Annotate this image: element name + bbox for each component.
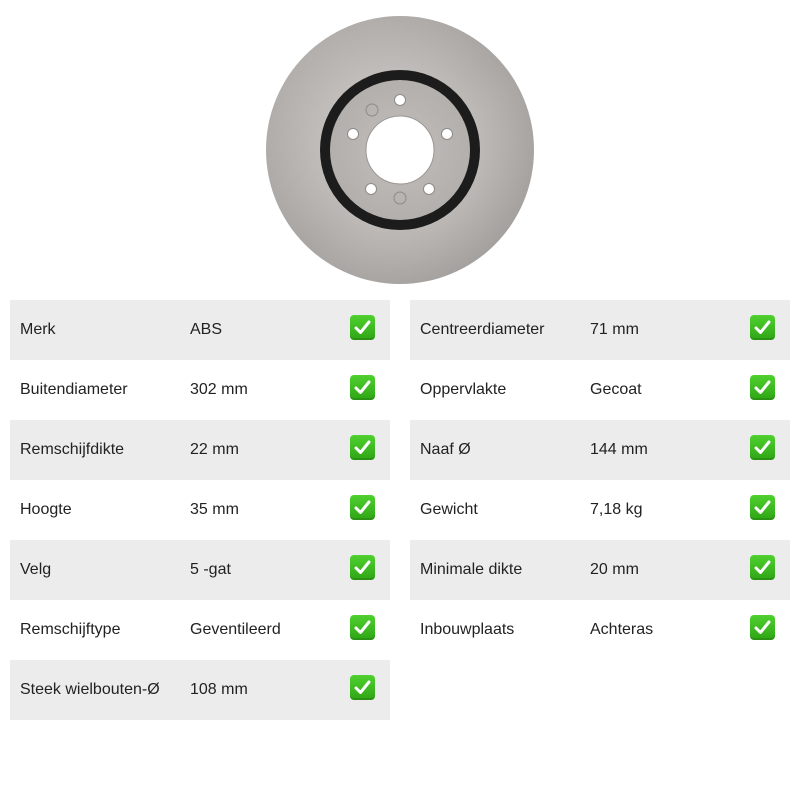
spec-label: Inbouwplaats — [420, 621, 515, 638]
spec-label: Minimale dikte — [420, 561, 523, 578]
spec-label: Steek wielbouten-Ø — [20, 681, 160, 698]
check-mark-icon — [350, 555, 375, 580]
spec-value: 302 mm — [190, 381, 248, 398]
spec-value: 71 mm — [590, 321, 639, 338]
check-mark-icon — [750, 375, 775, 400]
spec-row — [10, 660, 390, 720]
check-mark-icon — [350, 315, 375, 340]
spec-value: 108 mm — [190, 681, 248, 698]
spec-row — [10, 600, 390, 660]
spec-row — [10, 360, 390, 420]
spec-label: Naaf Ø — [420, 441, 471, 458]
spec-label: Remschijfdikte — [20, 441, 125, 458]
spec-value: 144 mm — [590, 441, 648, 458]
spec-label: Centreerdiameter — [420, 321, 545, 338]
spec-value: 7,18 kg — [590, 501, 643, 518]
spec-label: Velg — [20, 561, 52, 578]
spec-label: Merk — [20, 321, 56, 338]
brake-disc-icon — [260, 12, 540, 292]
check-mark-icon — [750, 315, 775, 340]
spec-table-left — [10, 300, 390, 720]
spec-value: Geventileerd — [190, 621, 281, 638]
spec-row — [10, 540, 390, 600]
spec-row — [10, 300, 390, 360]
spec-value: 22 mm — [190, 441, 239, 458]
check-mark-icon — [750, 615, 775, 640]
spec-value: 35 mm — [190, 501, 239, 518]
spec-row — [410, 300, 790, 360]
spec-row — [410, 540, 790, 600]
spec-row — [410, 480, 790, 540]
check-mark-icon — [750, 555, 775, 580]
brake-disc-image — [260, 12, 540, 292]
spec-label: Remschijftype — [20, 621, 121, 638]
check-mark-icon — [350, 675, 375, 700]
spec-value: 5 -gat — [190, 561, 231, 578]
check-mark-icon — [350, 375, 375, 400]
spec-table-right — [410, 300, 790, 660]
spec-row — [10, 420, 390, 480]
check-mark-icon — [350, 615, 375, 640]
check-mark-icon — [350, 435, 375, 460]
spec-row — [410, 360, 790, 420]
spec-value: Achteras — [590, 621, 654, 638]
spec-label: Hoogte — [20, 501, 72, 518]
spec-row — [410, 420, 790, 480]
spec-label: Oppervlakte — [420, 381, 507, 398]
check-mark-icon — [750, 435, 775, 460]
spec-value: Gecoat — [590, 381, 642, 398]
spec-value: ABS — [190, 321, 223, 338]
check-mark-icon — [750, 495, 775, 520]
spec-label: Buitendiameter — [20, 381, 128, 398]
spec-label: Gewicht — [420, 501, 478, 518]
spec-value: 20 mm — [590, 561, 639, 578]
check-mark-icon — [350, 495, 375, 520]
spec-row — [410, 600, 790, 660]
spec-row — [10, 480, 390, 540]
